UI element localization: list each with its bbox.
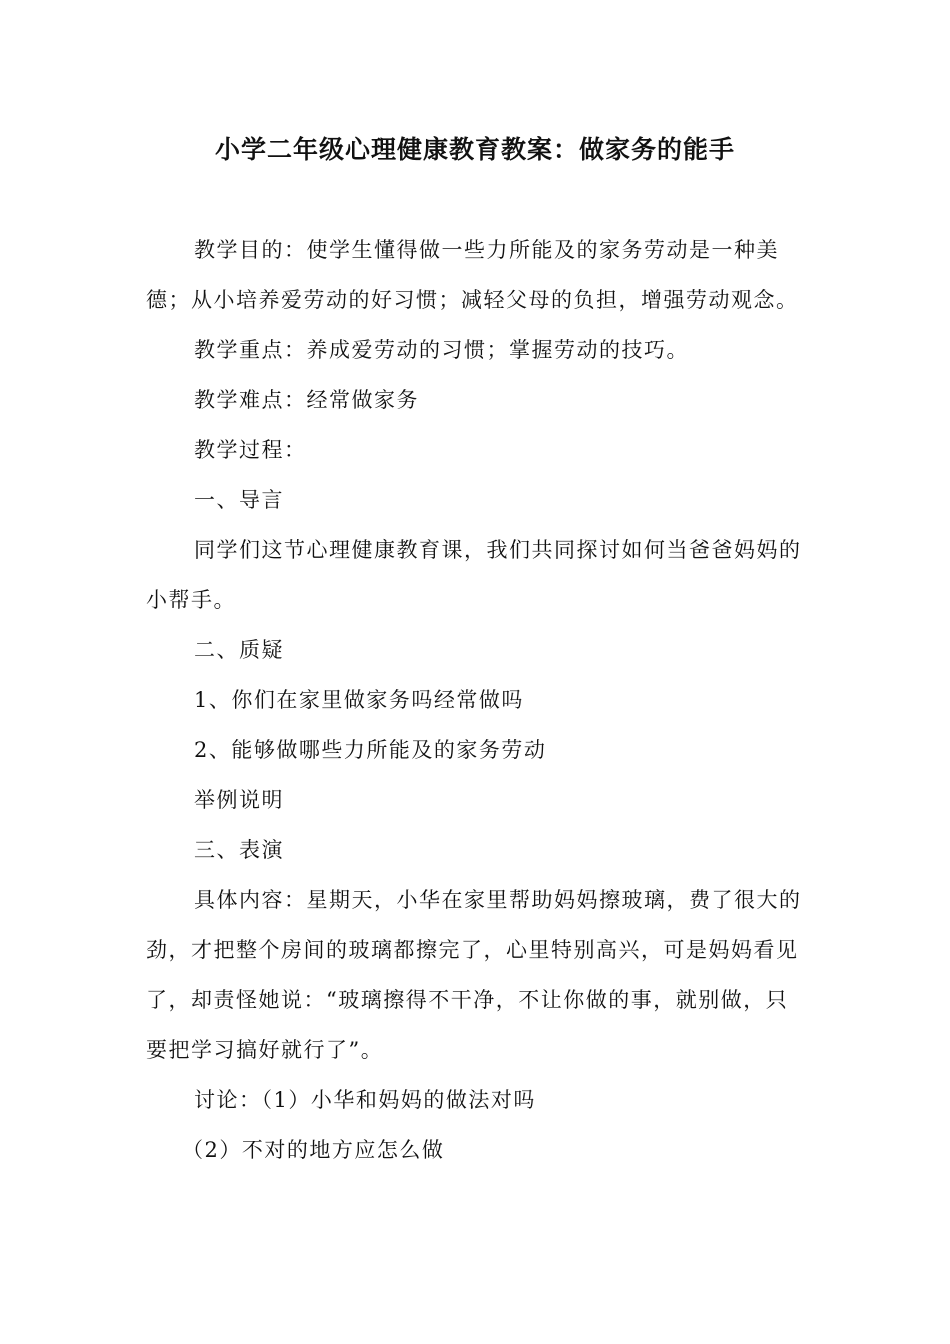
- document-title: 小学二年级心理健康教育教案：做家务的能手: [214, 135, 735, 164]
- discussion-item-2: （2）不对的地方应怎么做: [182, 1138, 445, 1162]
- document-body: [146, 225, 806, 1175]
- paragraph-key-points: 教学重点：养成爱劳动的习惯；掌握劳动的技巧。: [194, 338, 689, 362]
- paragraph-objectives: 教学目的：使学生懂得做一些力所能及的家务劳动是一种美德；从小培养爱劳动的好习惯；减轻父母的负担，增强劳动观念。: [146, 238, 799, 312]
- section-heading-performance: 三、表演: [194, 838, 284, 862]
- section-heading-questions: 二、质疑: [194, 638, 284, 662]
- paragraph-examples: 举例说明: [194, 788, 284, 812]
- question-item-2: 2、能够做哪些力所能及的家务劳动: [194, 738, 547, 762]
- paragraph-performance-content: 具体内容：星期天，小华在家里帮助妈妈擦玻璃，费了很大的劲，才把整个房间的玻璃都擦完了，心里特别高兴，可是妈妈看见了，却责怪她说：“玻璃擦得不干净，不让你做的事，就别做，只要把学习搞好就行了”。: [146, 888, 802, 1062]
- paragraph-intro: 同学们这节心理健康教育课，我们共同探讨如何当爸爸妈妈的小帮手。: [146, 538, 802, 612]
- discussion-item-1: 讨论：（1）小华和妈妈的做法对吗: [194, 1088, 536, 1112]
- paragraph-difficulties: 教学难点：经常做家务: [194, 388, 419, 412]
- paragraph-process-heading: 教学过程：: [194, 438, 307, 462]
- question-item-1: 1、你们在家里做家务吗经常做吗: [194, 688, 524, 712]
- section-heading-intro: 一、导言: [194, 488, 284, 512]
